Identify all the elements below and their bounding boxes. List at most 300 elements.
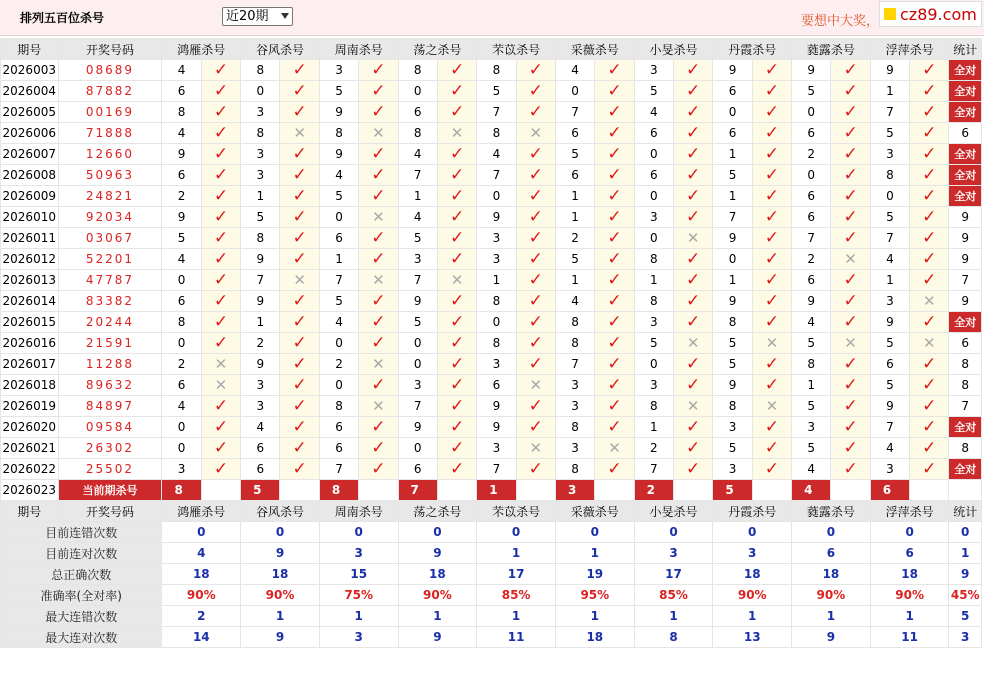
- current-kill-value: 8: [319, 480, 358, 501]
- check-icon: [831, 81, 870, 102]
- cross-icon: ✕: [293, 270, 306, 289]
- check-icon: [359, 312, 398, 333]
- cross-icon: ✕: [529, 123, 543, 142]
- stat-value: 1: [870, 606, 949, 627]
- issue-cell: 2026016: [1, 333, 59, 354]
- col-expert-header: 浮萍杀号: [870, 501, 949, 522]
- cross-icon: [201, 375, 240, 396]
- check-icon: ✓: [686, 185, 701, 206]
- kill-number-cell: 6: [162, 375, 201, 396]
- check-icon: ✓: [292, 185, 307, 206]
- col-expert-header: 采薇杀号: [555, 39, 634, 60]
- check-icon: ✓: [843, 458, 858, 479]
- check-icon: [752, 165, 791, 186]
- kill-number-cell: 7: [319, 270, 358, 291]
- stat-value: 4: [162, 543, 241, 564]
- check-icon: ✓: [292, 80, 307, 101]
- cross-icon: ✕: [293, 123, 306, 142]
- check-icon: ✓: [292, 290, 307, 311]
- check-icon: ✓: [292, 206, 307, 227]
- kill-number-cell: 0: [634, 144, 673, 165]
- kill-number-cell: 5: [870, 333, 909, 354]
- check-icon: [831, 438, 870, 459]
- table-row: [1, 144, 982, 165]
- check-icon: [752, 270, 791, 291]
- col-expert-header: 丹霞杀号: [713, 501, 792, 522]
- check-icon: [437, 417, 476, 438]
- kill-number-cell: 4: [162, 123, 201, 144]
- check-icon: ✓: [213, 458, 229, 479]
- kill-number-cell: 0: [319, 375, 358, 396]
- kill-number-cell: 6: [477, 375, 516, 396]
- check-icon: [201, 81, 240, 102]
- draw-number-cell: 26302: [58, 438, 162, 459]
- check-icon: [674, 249, 713, 270]
- check-icon: [752, 60, 791, 81]
- col-expert-header: 谷风杀号: [241, 39, 320, 60]
- current-kill-value: 6: [870, 480, 909, 501]
- check-icon: ✓: [528, 185, 543, 206]
- kill-number-cell: 3: [634, 207, 673, 228]
- kill-number-cell: 3: [241, 144, 280, 165]
- check-icon: [674, 291, 713, 312]
- kill-number-cell: 8: [634, 291, 673, 312]
- kill-number-cell: 9: [792, 60, 831, 81]
- check-icon: [437, 312, 476, 333]
- table-row: [1, 291, 982, 312]
- check-icon: ✓: [528, 416, 543, 437]
- check-icon: ✓: [449, 59, 465, 80]
- cross-icon: [831, 333, 870, 354]
- check-icon: [674, 165, 713, 186]
- stat-row: [1, 543, 982, 564]
- kill-number-cell: 0: [792, 165, 831, 186]
- current-kill-value: 7: [398, 480, 437, 501]
- cross-icon: ✕: [529, 438, 543, 457]
- col-expert-header: 周南杀号: [319, 39, 398, 60]
- cross-icon: [516, 438, 555, 459]
- kill-number-cell: 0: [477, 312, 516, 333]
- check-icon: ✓: [764, 437, 779, 458]
- stat-row: [1, 585, 982, 606]
- stat-value: 1: [555, 606, 634, 627]
- table-row: [1, 396, 982, 417]
- check-icon: ✓: [292, 374, 307, 395]
- kill-number-cell: 3: [398, 249, 437, 270]
- check-icon: [674, 81, 713, 102]
- check-icon: ✓: [686, 458, 701, 479]
- stat-value: 1: [713, 606, 792, 627]
- kill-number-cell: 9: [870, 396, 909, 417]
- check-icon: [359, 102, 398, 123]
- kill-number-cell: 9: [162, 144, 201, 165]
- check-icon: [752, 186, 791, 207]
- check-icon: ✓: [607, 59, 622, 80]
- kill-number-cell: 7: [477, 102, 516, 123]
- kill-number-cell: 6: [792, 207, 831, 228]
- draw-number-cell: 83382: [58, 291, 162, 312]
- check-icon: ✓: [213, 311, 229, 332]
- check-icon: [831, 375, 870, 396]
- check-icon: ✓: [764, 353, 779, 374]
- check-icon: [910, 396, 949, 417]
- check-icon: ✓: [686, 269, 701, 290]
- check-icon: ✓: [449, 101, 465, 122]
- kill-number-cell: 6: [792, 123, 831, 144]
- check-icon: ✓: [213, 248, 229, 269]
- check-icon: ✓: [922, 311, 937, 332]
- stat-value: 1: [634, 606, 713, 627]
- check-icon: ✓: [607, 164, 622, 185]
- kill-number-cell: 0: [634, 228, 673, 249]
- check-icon: ✓: [449, 395, 465, 416]
- kill-number-cell: 1: [241, 186, 280, 207]
- check-icon: ✓: [449, 374, 465, 395]
- check-icon: [437, 438, 476, 459]
- kill-number-cell: 3: [713, 459, 752, 480]
- check-icon: ✓: [528, 59, 543, 80]
- kill-number-cell: 8: [319, 123, 358, 144]
- check-icon: [280, 102, 319, 123]
- check-icon: [595, 207, 634, 228]
- check-icon: ✓: [843, 143, 858, 164]
- check-icon: [831, 207, 870, 228]
- kill-number-cell: 8: [477, 291, 516, 312]
- kill-number-cell: 8: [792, 354, 831, 375]
- kill-number-cell: 3: [241, 396, 280, 417]
- check-icon: ✓: [528, 227, 543, 248]
- stat-value: 13: [713, 627, 792, 648]
- kill-number-cell: 3: [162, 459, 201, 480]
- check-icon: [437, 396, 476, 417]
- table-row: [1, 228, 982, 249]
- cross-icon: [752, 333, 791, 354]
- col-expert-header: 荡之杀号: [398, 39, 477, 60]
- check-icon: ✓: [922, 143, 937, 164]
- cross-icon: ✕: [214, 354, 228, 373]
- kill-number-cell: 1: [870, 81, 909, 102]
- cross-icon: ✕: [372, 396, 385, 415]
- stat-value: 1: [555, 543, 634, 564]
- check-icon: [516, 459, 555, 480]
- issue-cell: 2026006: [1, 123, 59, 144]
- stat-total: 1: [949, 543, 982, 564]
- table-row: [1, 459, 982, 480]
- col-issue-header: 期号: [1, 501, 59, 522]
- stat-value: 0: [477, 522, 556, 543]
- kill-number-cell: 6: [162, 291, 201, 312]
- kill-number-cell: 1: [792, 375, 831, 396]
- kill-number-cell: 4: [241, 417, 280, 438]
- check-icon: ✓: [922, 101, 937, 122]
- table-row: [1, 375, 982, 396]
- check-icon: ✓: [213, 395, 229, 416]
- check-icon: ✓: [843, 59, 858, 80]
- check-icon: [201, 333, 240, 354]
- kill-number-cell: 3: [477, 249, 516, 270]
- check-icon: [910, 312, 949, 333]
- check-icon: ✓: [449, 80, 465, 101]
- col-expert-header: 谷风杀号: [241, 501, 320, 522]
- col-expert-header: 鸿雁杀号: [162, 39, 241, 60]
- check-icon: [910, 123, 949, 144]
- check-icon: ✓: [371, 311, 386, 332]
- check-icon: [674, 102, 713, 123]
- stat-value: 18: [241, 564, 320, 585]
- kill-number-cell: 9: [241, 291, 280, 312]
- check-icon: [437, 354, 476, 375]
- draw-number-cell: 08689: [58, 60, 162, 81]
- kill-number-cell: 5: [870, 375, 909, 396]
- check-icon: ✓: [528, 164, 543, 185]
- kill-number-cell: 4: [870, 249, 909, 270]
- cross-icon: [910, 333, 949, 354]
- kill-number-cell: 0: [162, 438, 201, 459]
- kill-number-cell: 7: [713, 207, 752, 228]
- check-icon: ✓: [371, 80, 386, 101]
- stat-value: 75%: [319, 585, 398, 606]
- cross-icon: ✕: [450, 270, 464, 289]
- stat-total: 0: [949, 522, 982, 543]
- current-kill-blank: [516, 480, 555, 501]
- check-icon: ✓: [607, 290, 622, 311]
- issue-cell: 2026020: [1, 417, 59, 438]
- total-cell: 8: [949, 354, 982, 375]
- check-icon: [910, 417, 949, 438]
- check-icon: ✓: [843, 80, 858, 101]
- kill-number-cell: 6: [792, 186, 831, 207]
- check-icon: [201, 312, 240, 333]
- check-icon: [516, 207, 555, 228]
- kill-number-table: [0, 38, 982, 648]
- stat-value: 3: [319, 627, 398, 648]
- kill-number-cell: 3: [634, 312, 673, 333]
- check-icon: ✓: [764, 269, 779, 290]
- kill-number-cell: 5: [555, 249, 594, 270]
- check-icon: [201, 291, 240, 312]
- kill-number-cell: 9: [398, 291, 437, 312]
- draw-number-cell: 52201: [58, 249, 162, 270]
- cross-icon: [516, 123, 555, 144]
- check-icon: [674, 123, 713, 144]
- stat-value: 17: [477, 564, 556, 585]
- cross-icon: ✕: [765, 396, 779, 415]
- period-select[interactable]: [222, 7, 293, 26]
- cross-icon: ✕: [372, 270, 385, 289]
- check-icon: ✓: [922, 416, 937, 437]
- check-icon: [831, 102, 870, 123]
- issue-cell: 2026019: [1, 396, 59, 417]
- kill-number-cell: 9: [162, 207, 201, 228]
- stat-value: 0: [319, 522, 398, 543]
- issue-cell: 2026007: [1, 144, 59, 165]
- issue-cell: 2026004: [1, 81, 59, 102]
- top-bar: [0, 0, 984, 36]
- stat-value: 18: [555, 627, 634, 648]
- kill-number-cell: 5: [713, 354, 752, 375]
- check-icon: [201, 123, 240, 144]
- check-icon: [437, 291, 476, 312]
- kill-number-cell: 1: [241, 312, 280, 333]
- check-icon: [359, 438, 398, 459]
- kill-number-cell: 1: [555, 207, 594, 228]
- kill-number-cell: 7: [398, 165, 437, 186]
- check-icon: [516, 333, 555, 354]
- col-total-header: 统计: [949, 501, 982, 522]
- kill-number-cell: 0: [162, 270, 201, 291]
- check-icon: ✓: [292, 437, 307, 458]
- kill-number-cell: 8: [555, 312, 594, 333]
- check-icon: [201, 438, 240, 459]
- kill-number-cell: 2: [555, 228, 594, 249]
- current-kill-value: 2: [634, 480, 673, 501]
- check-icon: [359, 375, 398, 396]
- kill-number-cell: 4: [555, 291, 594, 312]
- check-icon: [910, 144, 949, 165]
- kill-number-cell: 3: [241, 165, 280, 186]
- kill-number-cell: 5: [870, 207, 909, 228]
- check-icon: ✓: [686, 122, 701, 143]
- check-icon: ✓: [213, 269, 229, 290]
- kill-number-cell: 1: [319, 249, 358, 270]
- check-icon: ✓: [607, 227, 622, 248]
- check-icon: ✓: [449, 437, 465, 458]
- check-icon: [516, 228, 555, 249]
- col-expert-header: 鸿雁杀号: [162, 501, 241, 522]
- check-icon: ✓: [764, 185, 779, 206]
- check-icon: ✓: [292, 458, 307, 479]
- check-icon: [595, 144, 634, 165]
- issue-cell: 2026010: [1, 207, 59, 228]
- stat-value: 18: [398, 564, 477, 585]
- kill-number-cell: 3: [634, 375, 673, 396]
- site-logo[interactable]: [879, 1, 982, 27]
- draw-number-cell: 92034: [58, 207, 162, 228]
- col-expert-header: 荡之杀号: [398, 501, 477, 522]
- check-icon: [280, 396, 319, 417]
- kill-number-cell: 0: [870, 186, 909, 207]
- check-icon: [752, 144, 791, 165]
- kill-number-cell: 8: [162, 102, 201, 123]
- check-icon: [910, 207, 949, 228]
- check-icon: ✓: [528, 353, 543, 374]
- check-icon: ✓: [292, 311, 307, 332]
- all-correct-badge: 全对: [949, 102, 982, 123]
- check-icon: ✓: [764, 311, 779, 332]
- kill-number-cell: 6: [398, 459, 437, 480]
- kill-number-cell: 1: [555, 186, 594, 207]
- check-icon: [674, 60, 713, 81]
- table-row: [1, 354, 982, 375]
- stat-value: 1: [241, 606, 320, 627]
- draw-number-cell: 50963: [58, 165, 162, 186]
- cross-icon: ✕: [923, 333, 936, 352]
- current-kill-blank: [910, 480, 949, 501]
- check-icon: [674, 375, 713, 396]
- check-icon: ✓: [213, 59, 229, 80]
- check-icon: ✓: [764, 374, 779, 395]
- kill-number-cell: 3: [398, 375, 437, 396]
- check-icon: [437, 186, 476, 207]
- kill-number-cell: 7: [555, 102, 594, 123]
- cross-icon: ✕: [844, 333, 857, 352]
- stat-total: 5: [949, 606, 982, 627]
- stat-value: 1: [477, 543, 556, 564]
- check-icon: [831, 123, 870, 144]
- check-icon: ✓: [686, 101, 701, 122]
- kill-number-cell: 9: [713, 375, 752, 396]
- check-icon: [280, 438, 319, 459]
- check-icon: ✓: [922, 122, 937, 143]
- table-header-row: [1, 39, 982, 60]
- check-icon: ✓: [371, 101, 386, 122]
- check-icon: [910, 438, 949, 459]
- check-icon: ✓: [528, 143, 543, 164]
- kill-number-cell: 8: [319, 396, 358, 417]
- check-icon: [201, 165, 240, 186]
- check-icon: [516, 249, 555, 270]
- check-icon: [910, 186, 949, 207]
- check-icon: [516, 165, 555, 186]
- check-icon: ✓: [371, 416, 386, 437]
- check-icon: [201, 207, 240, 228]
- kill-number-cell: 8: [555, 417, 594, 438]
- kill-number-cell: 9: [477, 207, 516, 228]
- check-icon: ✓: [764, 80, 779, 101]
- check-icon: ✓: [449, 416, 465, 437]
- total-cell: 9: [949, 207, 982, 228]
- kill-number-cell: 9: [713, 60, 752, 81]
- check-icon: ✓: [764, 248, 779, 269]
- total-cell: 6: [949, 333, 982, 354]
- kill-number-cell: 6: [713, 81, 752, 102]
- check-icon: [831, 459, 870, 480]
- check-icon: ✓: [213, 227, 229, 248]
- check-icon: [595, 291, 634, 312]
- check-icon: [280, 354, 319, 375]
- check-icon: ✓: [213, 290, 229, 311]
- check-icon: [437, 102, 476, 123]
- check-icon: [910, 102, 949, 123]
- col-expert-header: 丹霞杀号: [713, 39, 792, 60]
- col-expert-header: 小旻杀号: [634, 501, 713, 522]
- kill-number-cell: 9: [477, 396, 516, 417]
- issue-cell: 2026021: [1, 438, 59, 459]
- kill-number-cell: 3: [792, 417, 831, 438]
- check-icon: ✓: [292, 59, 307, 80]
- kill-number-cell: 0: [162, 417, 201, 438]
- col-expert-header: 浮萍杀号: [870, 39, 949, 60]
- check-icon: [280, 81, 319, 102]
- total-cell: 7: [949, 270, 982, 291]
- issue-cell: 2026005: [1, 102, 59, 123]
- kill-number-cell: 9: [870, 60, 909, 81]
- cross-icon: ✕: [372, 123, 385, 142]
- kill-number-cell: 8: [398, 123, 437, 144]
- issue-cell: 2026009: [1, 186, 59, 207]
- kill-number-cell: 4: [477, 144, 516, 165]
- issue-cell: 2026017: [1, 354, 59, 375]
- draw-number-cell: 84897: [58, 396, 162, 417]
- kill-number-cell: 0: [555, 81, 594, 102]
- cross-icon: ✕: [372, 207, 385, 226]
- check-icon: ✓: [764, 206, 779, 227]
- cross-icon: ✕: [686, 228, 700, 247]
- kill-number-cell: 5: [792, 81, 831, 102]
- total-cell: 9: [949, 249, 982, 270]
- check-icon: [910, 60, 949, 81]
- check-icon: [516, 291, 555, 312]
